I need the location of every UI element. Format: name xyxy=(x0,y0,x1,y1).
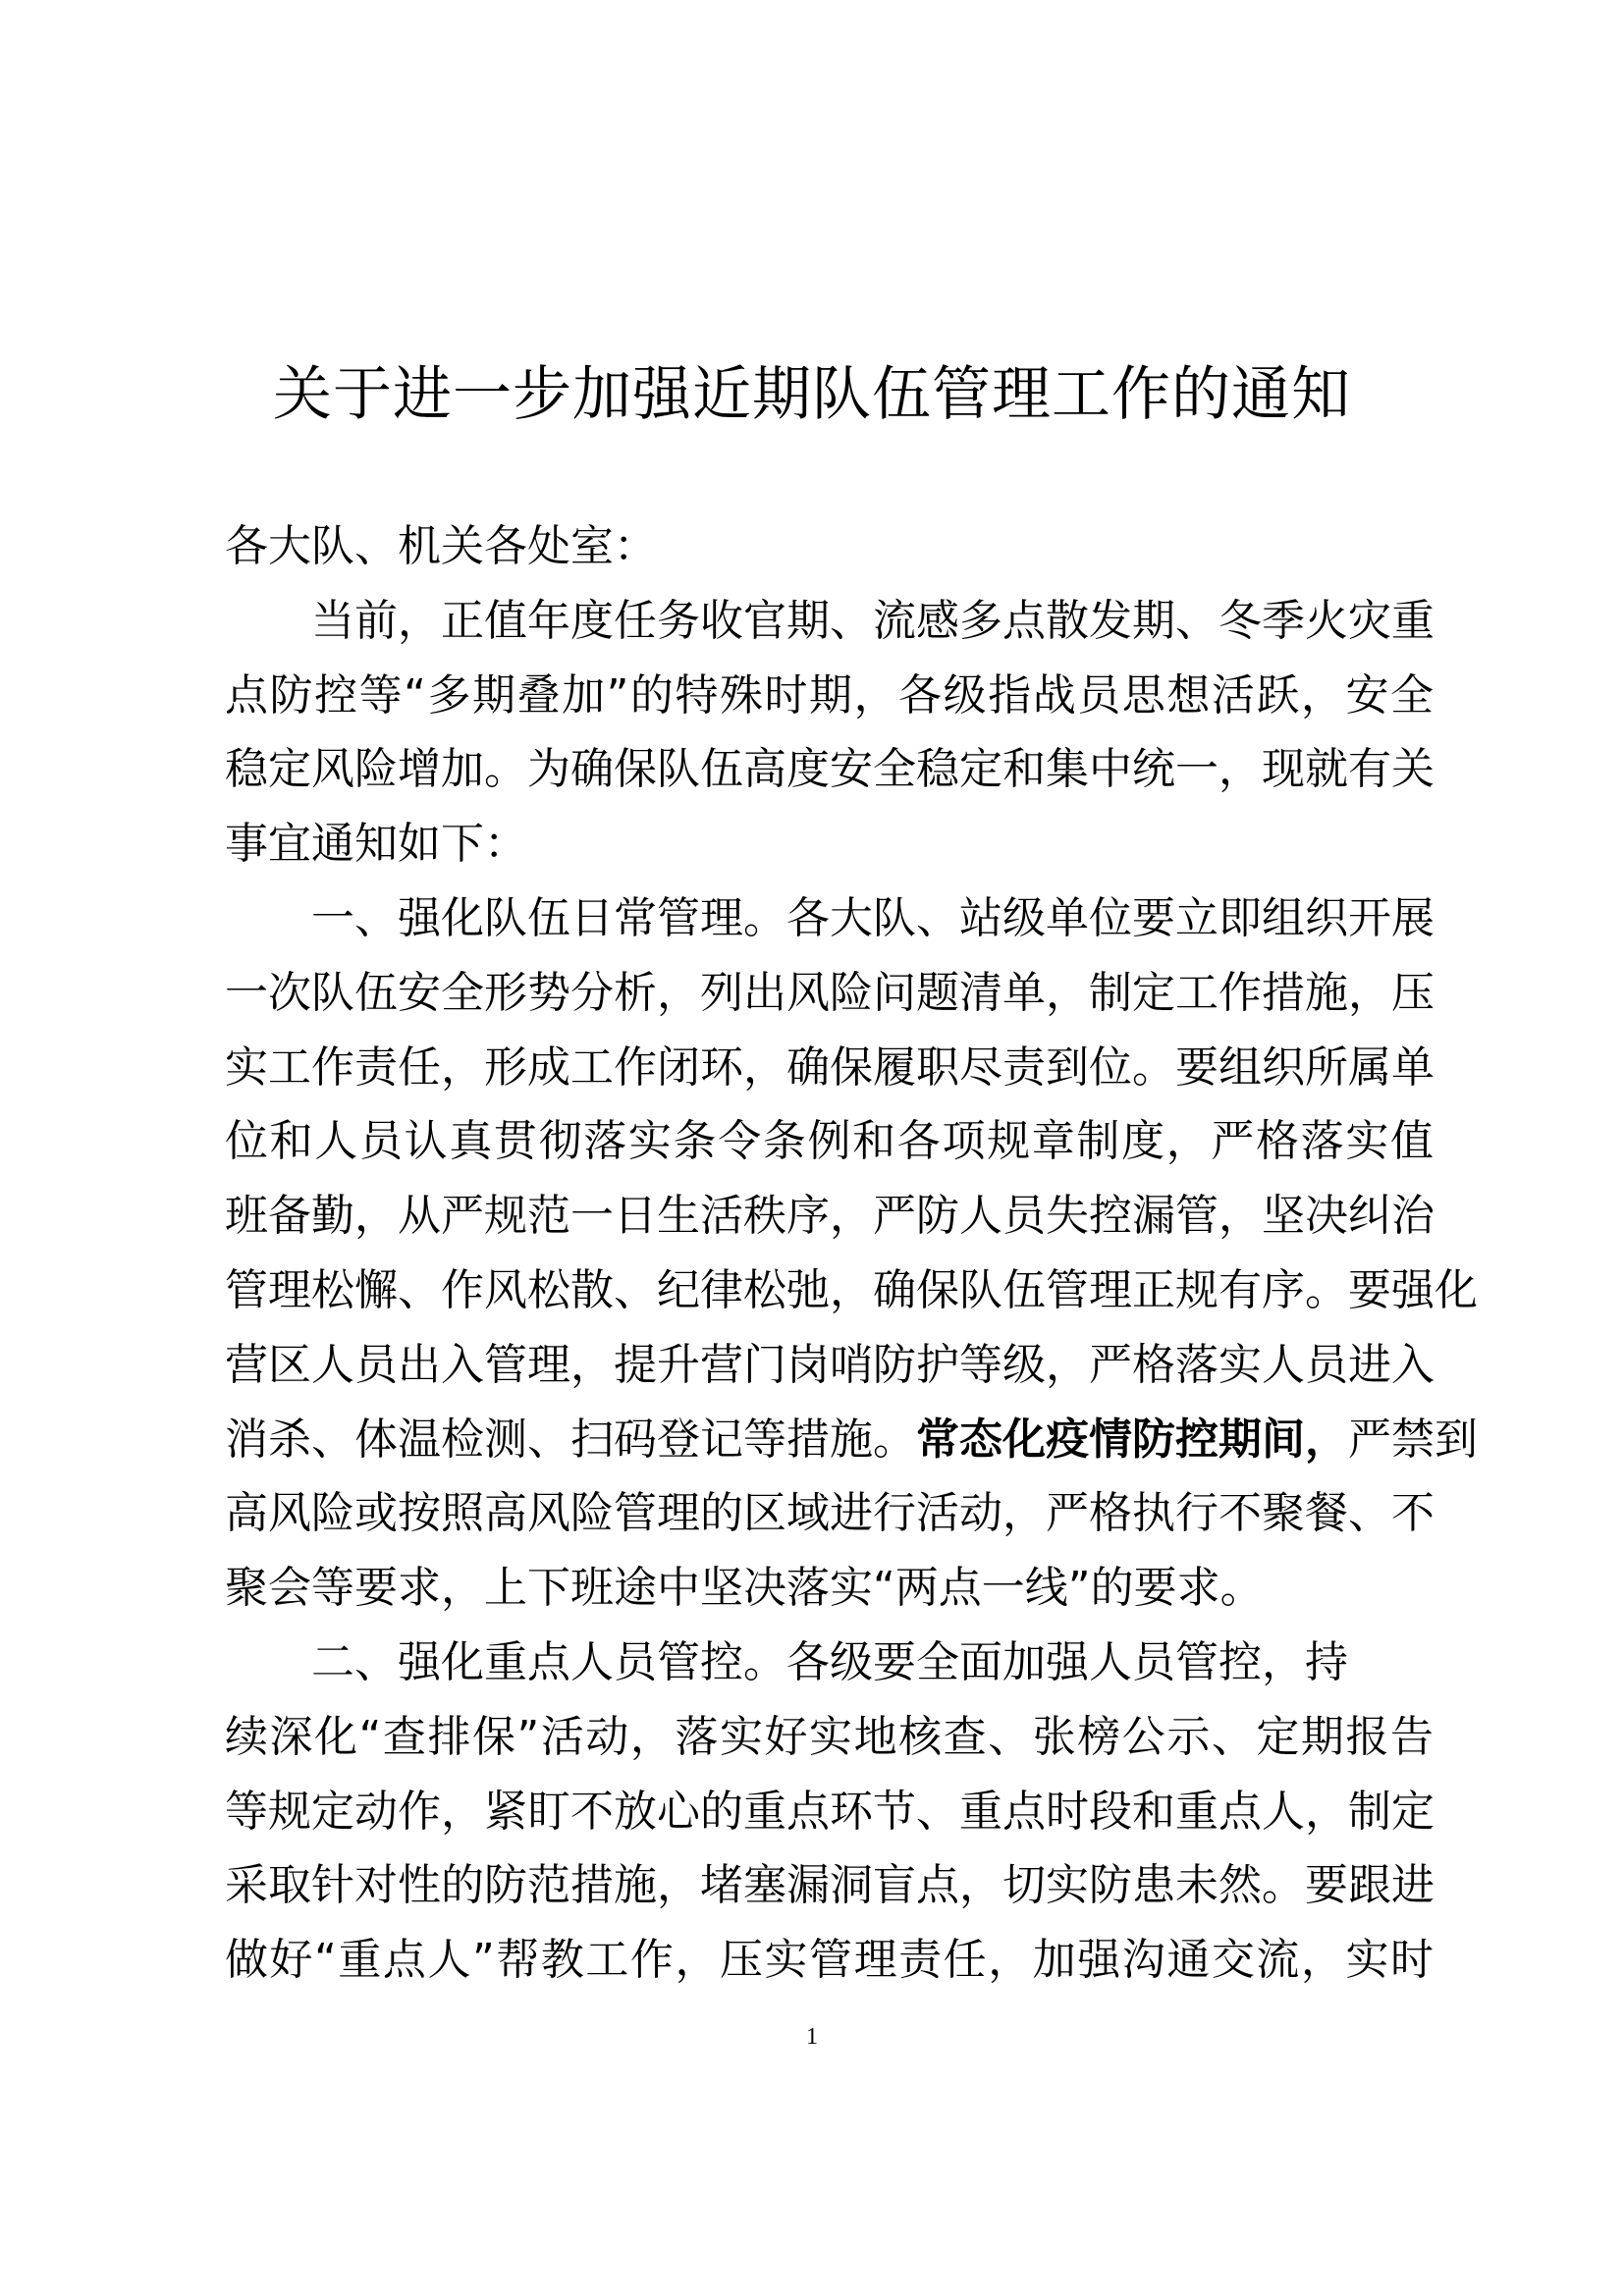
paragraph-line: 位和人员认真贯彻落实条令条例和各项规章制度，严格落实值 xyxy=(225,1116,1434,1167)
bold-text: 常态化疫情防控期间， xyxy=(916,1414,1348,1465)
paragraph-line: 稳定风险增加。为确保队伍高度安全稳定和集中统一，现就有关 xyxy=(225,744,1435,795)
text-segment: 消杀、体温检测、扫码登记等措施。 xyxy=(225,1414,916,1465)
paragraph-line: 一、强化队伍日常管理。各大队、站级单位要立即组织开展 xyxy=(311,893,1435,943)
paragraph-line: 二、强化重点人员管控。各级要全面加强人员管控，持 xyxy=(311,1637,1348,1687)
paragraph-line: 续深化“查排保”活动，落实好实地核查、张榜公示、定期报告 xyxy=(225,1711,1434,1762)
paragraph-line: 事宜通知如下： xyxy=(225,819,527,870)
paragraph-line: 采取针对性的防范措施，堵塞漏洞盲点，切实防患未然。要跟进 xyxy=(225,1860,1435,1911)
paragraph-line: 实工作责任，形成工作闭环，确保履职尽责到位。要组织所属单 xyxy=(225,1041,1435,1093)
paragraph-line: 高风险或按照高风险管理的区域进行活动，严格执行不聚餐、不 xyxy=(225,1488,1435,1539)
paragraph-line: 做好“重点人”帮教工作，压实管理责任，加强沟通交流，实时 xyxy=(225,1935,1434,1986)
paragraph-line xyxy=(225,1403,1478,1477)
paragraph-line: 聚会等要求，上下班途中坚决落实“两点一线”的要求。 xyxy=(225,1563,1264,1614)
paragraph-line: 一次队伍安全形势分析，列出风险问题清单，制定工作措施，压 xyxy=(225,967,1435,1018)
paragraph-line: 点防控等“多期叠加”的特殊时期，各级指战员思想活跃，安全 xyxy=(225,669,1434,721)
paragraph-line: 班备勤，从严规范一日生活秩序，严防人员失控漏管，坚决纠治 xyxy=(225,1191,1435,1242)
page-number: 1 xyxy=(806,2024,818,2050)
paragraph-line: 等规定动作，紧盯不放心的重点环节、重点时段和重点人，制定 xyxy=(225,1786,1435,1837)
salutation: 各大队、机关各处室： xyxy=(225,521,657,571)
paragraph-line: 管理松懈、作风松散、纪律松弛，确保队伍管理正规有序。要强化 xyxy=(225,1265,1478,1315)
text-segment: 严禁到 xyxy=(1348,1414,1478,1465)
document-title: 关于进一步加强近期队伍管理工作的通知 xyxy=(273,360,1351,429)
paragraph-line: 当前，正值年度任务收官期、流感多点散发期、冬季火灾重 xyxy=(311,595,1435,646)
paragraph-line: 营区人员出入管理，提升营门岗哨防护等级，严格落实人员进入 xyxy=(225,1339,1435,1390)
